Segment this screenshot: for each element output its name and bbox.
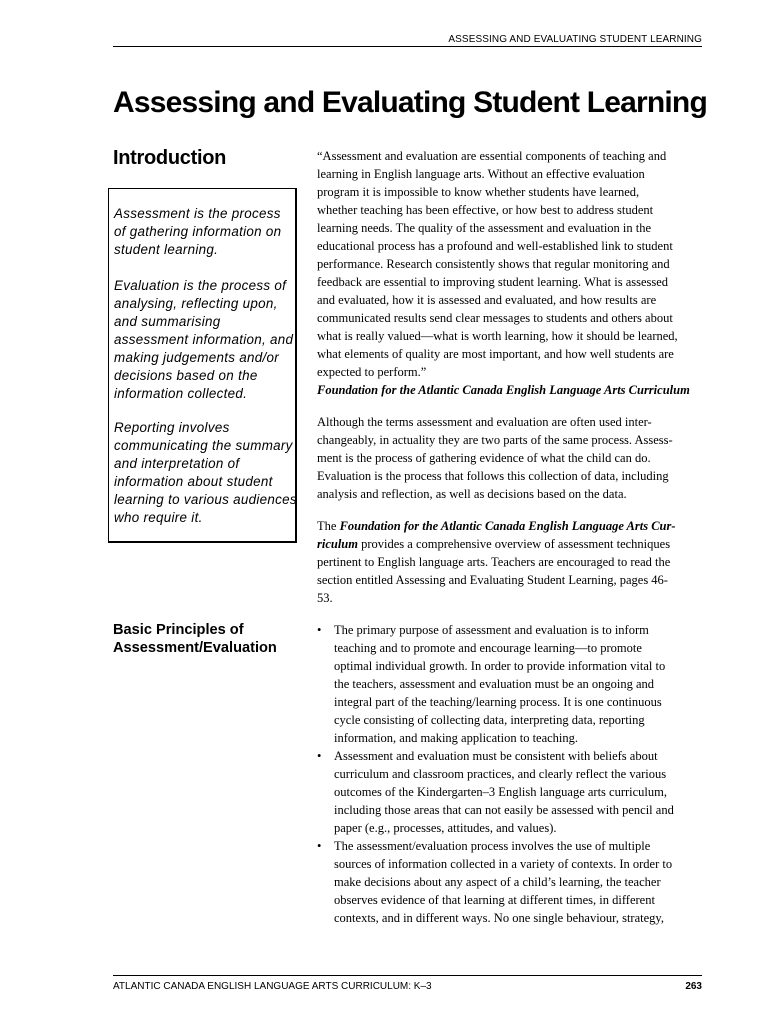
bullet-line: information, and making application to teaching. (334, 731, 579, 745)
introduction-heading: Introduction (113, 147, 227, 169)
paragraph-line: analysis and reflection, as well as decisions based on the data. (317, 487, 627, 501)
bullet-line: cycle consisting of collecting data, interpreting data, reporting (334, 713, 645, 727)
bullet-icon: • (317, 749, 322, 763)
quote-citation: Foundation for the Atlantic Canada English Language Arts Curriculum (317, 383, 690, 397)
bullet-line: curriculum and classroom practices, and clearly reflect the various (334, 767, 667, 781)
quote-line: learning needs. The quality of the assessment and evaluation in the (317, 221, 652, 235)
bullet-line: teaching and to promote and encourage learning—to promote (334, 641, 642, 655)
running-head: ASSESSING AND EVALUATING STUDENT LEARNING (448, 34, 702, 45)
curriculum-reference: riculum (317, 537, 358, 551)
quote-line: and evaluated, how it is assessed and evaluated, and how results are (317, 293, 657, 307)
sidebar-line: decisions based on the (114, 368, 258, 383)
paragraph-line: changeably, in actuality they are two parts of the same process. Assess- (317, 433, 673, 447)
bullet-line: The primary purpose of assessment and evaluation is to inform (334, 623, 649, 637)
bullet-line: sources of information collected in a variety of contexts. In order to (334, 857, 673, 871)
sidebar-line: and interpretation of (114, 456, 240, 471)
sidebar-line: and summarising (114, 314, 221, 329)
bullet-line: the teachers, assessment and evaluation must be an ongoing and (334, 677, 655, 691)
bullet-icon: • (317, 623, 322, 637)
sidebar-line: learning to various audiences (114, 492, 297, 507)
bullet-line: including those areas that can not easily be assessed with pencil and (334, 803, 674, 817)
paragraph-line: 53. (317, 591, 333, 605)
sidebar-line: Assessment is the process (114, 206, 281, 221)
quote-line: learning in English language arts. Without an effective evaluation (317, 167, 645, 181)
paragraph-line (317, 537, 670, 552)
sidebar-line: information about student (114, 474, 273, 489)
sidebar-line: communicating the summary (114, 438, 293, 453)
page-number: 263 (685, 981, 702, 992)
quote-line: performance. Research consistently shows that regular monitoring and (317, 257, 670, 271)
paragraph-line: section entitled Assessing and Evaluating Student Learning, pages 46- (317, 573, 668, 587)
quote-line: what elements of quality are most important, and how well students are (317, 347, 674, 361)
bullet-line: make decisions about any aspect of a child’s learning, the teacher (334, 875, 661, 889)
quote-line: educational process has a profound and well-established link to student (317, 239, 673, 253)
paragraph-line: pertinent to English language arts. Teachers are encouraged to read the (317, 555, 671, 569)
footer-rule (113, 975, 702, 976)
sidebar-line: assessment information, and (114, 332, 294, 347)
sidebar-line: making judgements and/or (114, 350, 280, 365)
quote-line: what is really valued—what is worth learning, how it should be learned, (317, 329, 678, 343)
sidebar-line: of gathering information on (114, 224, 282, 239)
quote-line: program it is impossible to know whether students have learned, (317, 185, 640, 199)
sidebar-line: student learning. (114, 242, 219, 257)
sidebar-line: Evaluation is the process of (114, 278, 287, 293)
quote-line: whether teaching has been effective, or how best to address student (317, 203, 654, 217)
sidebar-line: Reporting involves (114, 420, 230, 435)
bullet-line: contexts, and in different ways. No one single behaviour, strategy, (334, 911, 664, 925)
principles-heading: Basic Principles of (113, 622, 244, 638)
bullet-icon: • (317, 839, 322, 853)
bullet-line: observes evidence of that learning at different times, in different (334, 893, 655, 907)
quote-line: communicated results send clear messages to students and others about (317, 311, 673, 325)
curriculum-reference: Foundation for the Atlantic Canada English Language Arts Cur- (339, 519, 676, 533)
bullet-line: optimal individual growth. In order to provide information vital to (334, 659, 666, 673)
bullet-line: The assessment/evaluation process involves the use of multiple (334, 839, 651, 853)
bullet-line: integral part of the teaching/learning process. It is one continuous (334, 695, 662, 709)
paragraph-line: Evaluation is the process that follows this collection of data, including (317, 469, 669, 483)
sidebar-line: analysing, reflecting upon, (114, 296, 278, 311)
paragraph-line: Although the terms assessment and evaluation are often used inter- (317, 415, 652, 429)
paragraph-line (317, 519, 676, 534)
quote-line: feedback are essential to improving student learning. What is assessed (317, 275, 669, 289)
paragraph-text: The (317, 519, 340, 533)
quote-line: expected to perform.” (317, 365, 427, 379)
quote-line: “Assessment and evaluation are essential components of teaching and (317, 149, 667, 163)
sidebar-line: information collected. (114, 386, 248, 401)
footer-text: ATLANTIC CANADA ENGLISH LANGUAGE ARTS CURRICULUM: K–3 (113, 981, 432, 992)
bullet-line: paper (e.g., processes, attitudes, and values). (334, 821, 557, 835)
bullet-line: Assessment and evaluation must be consistent with beliefs about (334, 749, 658, 763)
paragraph-text: provides a comprehensive overview of assessment techniques (358, 537, 671, 551)
page-title: Assessing and Evaluating Student Learning (113, 86, 707, 119)
bullet-line: outcomes of the Kindergarten–3 English language arts curriculum, (334, 785, 668, 799)
principles-heading: Assessment/Evaluation (113, 640, 277, 656)
header-rule (113, 46, 702, 47)
sidebar-line: who require it. (114, 510, 203, 525)
paragraph-line: ment is the process of gathering evidence of what the child can do. (317, 451, 651, 465)
